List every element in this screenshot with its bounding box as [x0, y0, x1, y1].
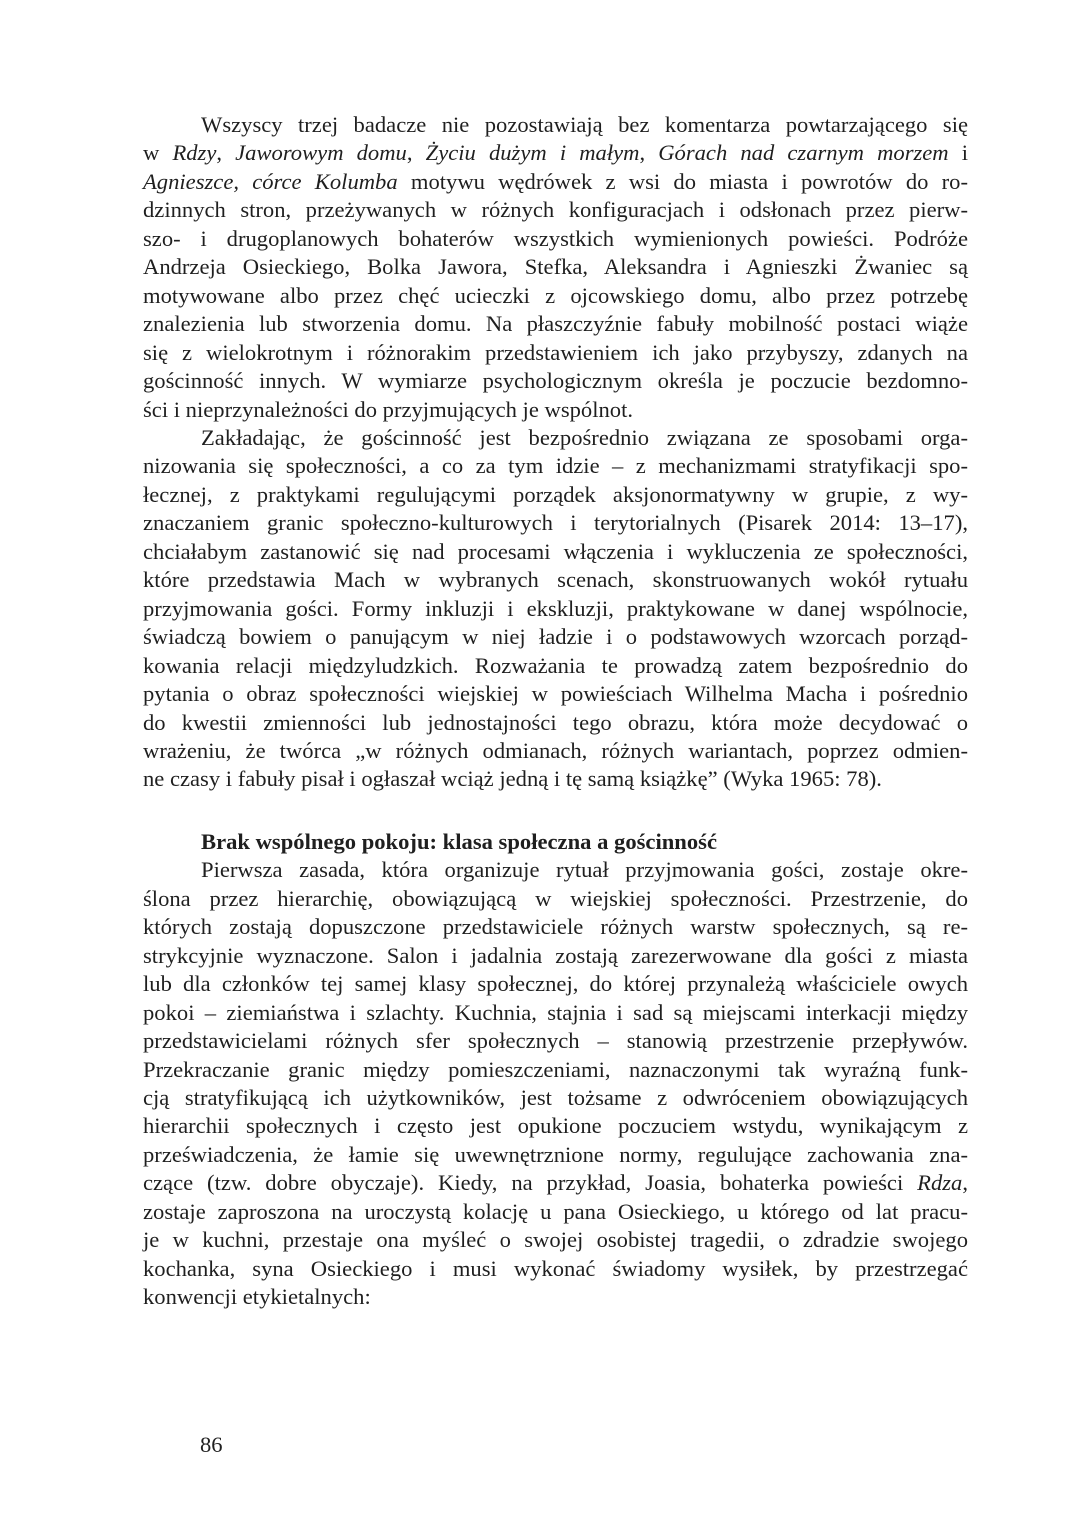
- page-number: 86: [200, 1432, 223, 1457]
- section-heading: Brak wspólnego pokoju: klasa społeczna a gościnność: [201, 828, 717, 854]
- text-line: przyjmowania gości. Formy inkluzji i ekskluzji, praktykowane w danej wspólnocie,: [143, 595, 968, 621]
- italic-title: Agnieszce, córce Kolumba: [143, 168, 398, 194]
- text-line: świadczą bowiem o panującym w niej ładzie i o podstawowych wzorcach porząd-: [143, 624, 968, 650]
- text-line: je w kuchni, przestaje ona myśleć o swojej osobistej tragedii, o zdradzie swojego: [143, 1227, 968, 1253]
- text-line: kochanka, syna Osieckiego i musi wykonać świadomy wysiłek, by przestrzegać: [143, 1255, 968, 1281]
- italic-title: Górach nad czarnym morzem: [658, 140, 949, 166]
- italic-title: Jaworowym domu: [235, 140, 407, 166]
- text-line: się z wielokrotnym i różnorakim przedstawieniem ich jako przybyszy, zdanych na: [143, 339, 968, 365]
- text-line: Wszyscy trzej badacze nie pozostawiają bez komentarza powtarzającego się: [201, 112, 968, 137]
- text-line: konwencji etykietalnych:: [143, 1284, 371, 1310]
- text-line: Przekraczanie granic między pomieszczeniami, naznaczonymi tak wyraźną funk-: [143, 1056, 968, 1082]
- text-line: które przedstawia Mach w wybranych scenach, skonstruowanych wokół rytuału: [143, 567, 968, 593]
- text-line: pytania o obraz społeczności wiejskiej w powieściach Wilhelma Macha i pośrednio: [143, 681, 968, 707]
- paragraph-2: [143, 424, 968, 794]
- text-line: znaczaniem granic społeczno-kulturowych i terytorialnych (Pisarek 2014: 13–17),: [143, 510, 968, 536]
- text-line: do kwestii zmienności lub jednostajności tego obrazu, która może decydować o: [143, 709, 968, 735]
- text-line: chciałabym zastanowić się nad procesami włączenia i wykluczenia ze społeczności,: [143, 538, 968, 564]
- text-line: Zakładając, że gościnność jest bezpośrednio związana ze sposobami orga-: [201, 424, 968, 450]
- text-line: motywowane albo przez chęć ucieczki z ojcowskiego domu, albo przez potrzebę: [143, 282, 968, 308]
- text-line: szo- i drugoplanowych bohaterów wszystkich wymienionych powieści. Podróże: [143, 225, 968, 251]
- text-line: Andrzeja Osieckiego, Bolka Jawora, Stefka, Aleksandra i Agnieszki Żwaniec są: [143, 254, 968, 280]
- text-line: wrażeniu, że twórca „w różnych odmianach, różnych wariantach, poprzez odmien-: [143, 737, 968, 763]
- text-line: przeświadczenia, że łamie się uwewnętrznione normy, regulujące zachowania zna-: [143, 1141, 968, 1167]
- page-body: [143, 111, 968, 1312]
- text-line: Pierwsza zasada, która organizuje rytuał przyjmowania gości, zostaje okre-: [201, 857, 968, 883]
- text-line: cją stratyfikującą ich użytkowników, jest tożsame z odwróceniem obowiązujących: [143, 1084, 968, 1110]
- text-line: zostaje zaproszona na uroczystą kolację u pana Osieckiego, u którego od lat pracu-: [143, 1198, 968, 1224]
- text-line: czące (tzw. dobre obyczaje). Kiedy, na przykład, Joasia, bohaterka powieści Rdza,: [143, 1170, 968, 1196]
- text-line: lub dla członków tej samej klasy społecznej, do której przynależą właściciele owych: [143, 971, 968, 997]
- italic-title: Rdza: [917, 1170, 963, 1196]
- text-line: pokoi – ziemiaństwa i szlachty. Kuchnia, stajnia i sad są miejscami interkacji między: [143, 999, 968, 1025]
- text-line: łecznej, z praktykami regulującymi porządek aksjonormatywny w grupie, z wy-: [143, 481, 968, 507]
- italic-title: Rdzy: [172, 140, 217, 166]
- text-line: ści i nieprzynależności do przyjmujących je wspólnot.: [143, 396, 634, 422]
- text-line: gościnność innych. W wymiarze psychologicznym określa je poczucie bezdomno-: [143, 368, 968, 394]
- text-line: hierarchii społecznych i często jest opukione poczuciem wstydu, wynikającym z: [143, 1113, 968, 1139]
- text-line: których zostają dopuszczone przedstawiciele różnych warstw społecznych, są re-: [143, 914, 968, 940]
- paragraph-1: [143, 111, 968, 424]
- text-line: znalezienia lub stworzenia domu. Na płaszczyźnie fabuły mobilność postaci wiąże: [143, 311, 968, 337]
- text-line: nizowania się społeczności, a co za tym idzie – z mechanizmami stratyfikacji spo-: [143, 453, 968, 479]
- text-line: Agnieszce, córce Kolumba motywu wędrówek z wsi do miasta i powrotów do ro-: [143, 168, 968, 194]
- text-line: przedstawicielami różnych sfer społecznych – stanowią przestrzenie przepływów.: [143, 1028, 968, 1054]
- paragraph-3: [143, 856, 968, 1311]
- text-line: ne czasy i fabuły pisał i ogłaszał wciąż jedną i tę samą książkę” (Wyka 1965: 78).: [143, 766, 882, 792]
- italic-title: Życiu dużym i małym: [425, 140, 640, 166]
- text-line: ślona przez hierarchię, obowiązującą w wiejskiej społeczności. Przestrzenie, do: [143, 885, 968, 911]
- text-line: dzinnych stron, przeżywanych w różnych konfiguracjach i odsłonach przez pierw-: [143, 197, 968, 223]
- text-line: kowania relacji międzyludzkich. Rozważania te prowadzą zatem bezpośrednio do: [143, 652, 968, 678]
- text-line: w Rdzy, Jaworowym domu, Życiu dużym i małym, Górach nad czarnym morzem i: [143, 140, 969, 166]
- text-line: strykcyjnie wyznaczone. Salon i jadalnia zostają zarezerwowane dla gości z miasta: [143, 942, 968, 968]
